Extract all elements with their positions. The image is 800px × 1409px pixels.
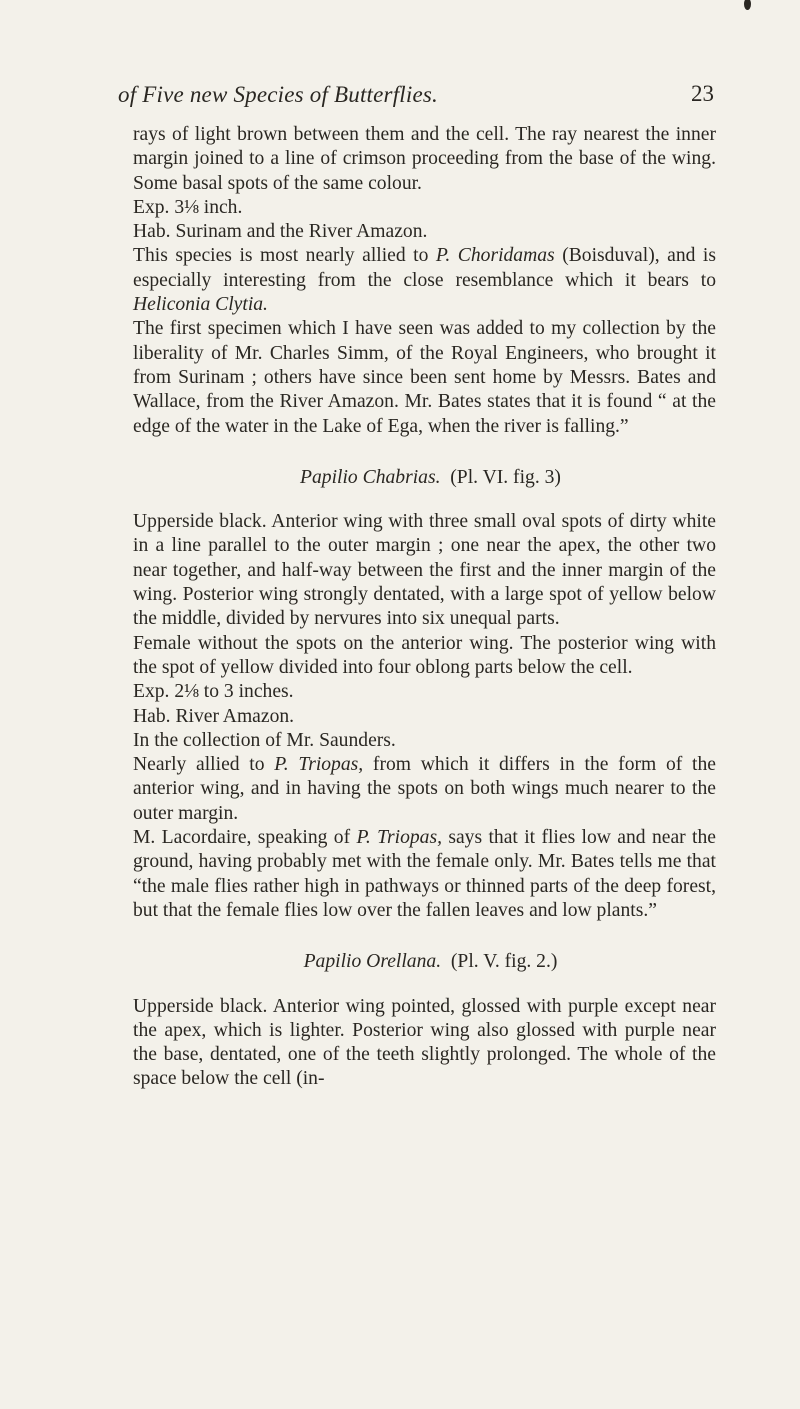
expanse-line [133, 680, 716, 704]
expanse-text: Exp. 3⅛ inch. [133, 196, 243, 218]
species-name: P. Triopas, [356, 827, 442, 849]
paragraph: Female without the spots on the anterior wing. The posterior wing with the spot of yellow divided into four oblong parts below the cell. [133, 632, 716, 678]
plate-reference: (Pl. VI. fig. 3) [440, 466, 561, 488]
species-title: Papilio Orellana. [303, 951, 442, 973]
paragraph [133, 244, 716, 317]
species-name: P. Triopas, [274, 754, 364, 776]
species-title: Papilio Chabrias. [300, 466, 441, 488]
running-title: of Five new Species of Butterflies. [118, 82, 438, 107]
expanse-line [133, 196, 716, 220]
ink-speck [744, 0, 751, 10]
plate-reference: (Pl. V. fig. 2.) [441, 951, 558, 973]
text-run: M. Lacordaire, speaking of [133, 827, 357, 849]
page-body [133, 123, 716, 1092]
expanse-text: Exp. 2⅛ to 3 inches. [133, 681, 294, 703]
species-name: P. Choridamas [435, 245, 555, 267]
page-number: 23 [691, 81, 714, 106]
habitat-text: Hab. River Amazon. [133, 705, 295, 727]
paragraph: Upperside black. Anterior wing with three small oval spots of dirty white in a line parallel to the outer margin ; one near the apex, the other two near together, and half-way between the first and the inner margin of the wing. Posterior wing strongly dentated, with a large spot of yellow below the middle, divided by nervures into six unequal parts. [133, 511, 716, 630]
paragraph [133, 753, 716, 826]
species-heading [133, 466, 716, 490]
habitat-text: Hab. Surinam and the River Amazon. [133, 221, 428, 243]
paragraph: The first specimen which I have seen was added to my collection by the liberality of Mr. Charles Simm, of the Royal Engineers, who brought it from Surinam ; others have since been sent home by Messrs. Bates and Wallace, from the River Amazon. Mr. Bates states that it is found “ at the edge of the water in the Lake of Ega, when the river is falling.” [133, 318, 716, 437]
species-name: Heliconia Clytia. [133, 294, 268, 316]
text-run: from which it differs in the form of the anterior wing, and in having the spots on both wings much nearer to the outer margin. [133, 754, 716, 824]
paragraph: Upperside black. Anterior wing pointed, glossed with purple except near the apex, which is lighter. Posterior wing also glossed with purple near the base, dentated, one of the teeth slightly prolonged. The whole of the space below the cell (in- [133, 995, 716, 1090]
collection-line: In the collection of Mr. Saunders. [133, 729, 396, 751]
text-run: Nearly allied to [133, 754, 275, 776]
habitat-line [133, 705, 716, 729]
paragraph: rays of light brown between them and the cell. The ray nearest the inner margin joined to a line of crimson proceeding from the base of the wing. Some basal spots of the same colour. [133, 124, 716, 194]
page-header [118, 82, 714, 116]
text-run: (Boisduval), and is especially interesting from the close resemblance which it bears to [133, 245, 717, 291]
species-heading [133, 950, 716, 974]
text-run: This species is most nearly allied to [133, 245, 436, 267]
text-run: says that it flies low and near the ground, having probably met with the female only. Mr. Bates tells me that “the male flies rather high in pathways or thinned parts of the deep forest, but that the female flies low over the fallen leaves and low plants.” [133, 827, 716, 921]
paragraph [133, 826, 716, 923]
habitat-line [133, 220, 716, 244]
